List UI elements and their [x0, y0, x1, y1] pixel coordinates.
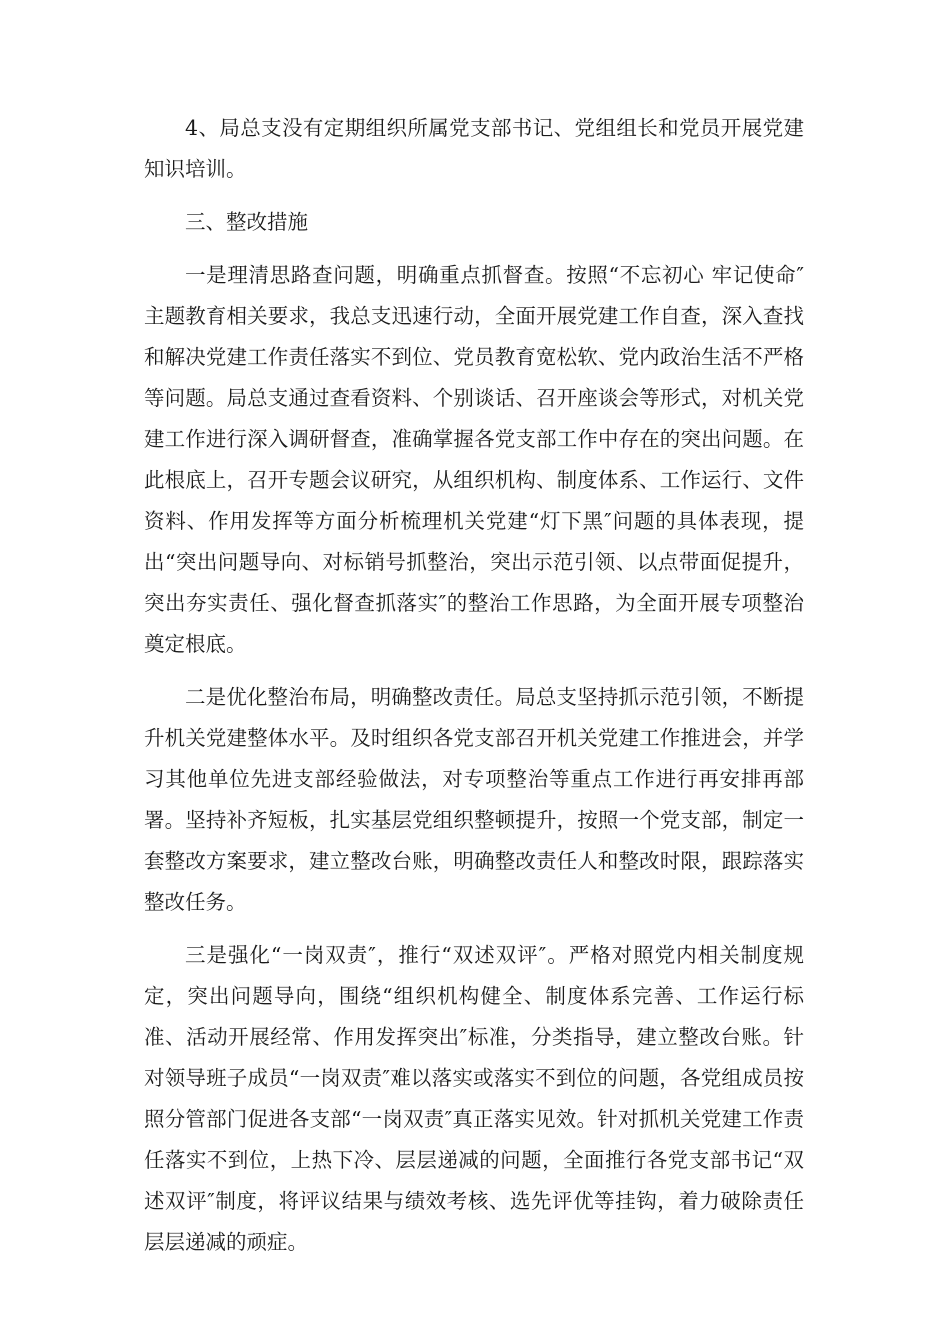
- item-4-paragraph: 4、局总支没有定期组织所属党支部书记、党组组长和党员开展党建知识培训。: [144, 116, 804, 181]
- measure-3-paragraph: 三是强化“一岗双责″，推行“双述双评″。严格对照党内相关制度规定，突出问题导向，围绕“组织机构健全、制度体系完善、工作运行标准、活动开展经常、作用发挥突出″标准，分类指导，建立整改台账。针对领导班子成员“一岗双责″难以落实或落实不到位的问题，各党组成员按照分管部门促进各支部“一岗双责″真正落实见效。针对抓机关党建工作责任落实不到位，上热下冷、层层递减的问题，全面推行各党支部书记“双述双评″制度，将评议结果与绩效考核、选先评优等挂钩，着力破除责任层层递减的顽症。: [144, 943, 804, 1254]
- section-heading: 三、整改措施: [185, 210, 308, 234]
- measure-1-paragraph: 一是理清思路查问题，明确重点抓督查。按照“不忘初心 牢记使命″主题教育相关要求，我总支迅速行动，全面开展党建工作自查，深入查找和解决党建工作责任落实不到位、党员教育宽松软、党内政治生活不严格等问题。局总支通过查看资料、个别谈话、召开座谈会等形式，对机关党建工作进行深入调研督查，准确掌握各党支部工作中存在的突出问题。在此根底上，召开专题会议研究，从组织机构、制度体系、工作运行、文件资料、作用发挥等方面分析梳理机关党建“灯下黑″问题的具体表现，提出“突出问题导向、对标销号抓整治，突出示范引领、以点带面促提升，突出夯实责任、强化督查抓落实″的整治工作思路，为全面开展专项整治奠定根底。: [144, 263, 804, 656]
- document-body: [144, 108, 804, 1263]
- measure-2-paragraph: 二是优化整治布局，明确整改责任。局总支坚持抓示范引领，不断提升机关党建整体水平。及时组织各党支部召开机关党建工作推进会，并学习其他单位先进支部经验做法，对专项整治等重点工作进行再安排再部署。坚持补齐短板，扎实基层党组织整顿提升，按照一个党支部，制定一套整改方案要求，建立整改台账，明确整改责任人和整改时限，跟踪落实整改任务。: [144, 685, 804, 914]
